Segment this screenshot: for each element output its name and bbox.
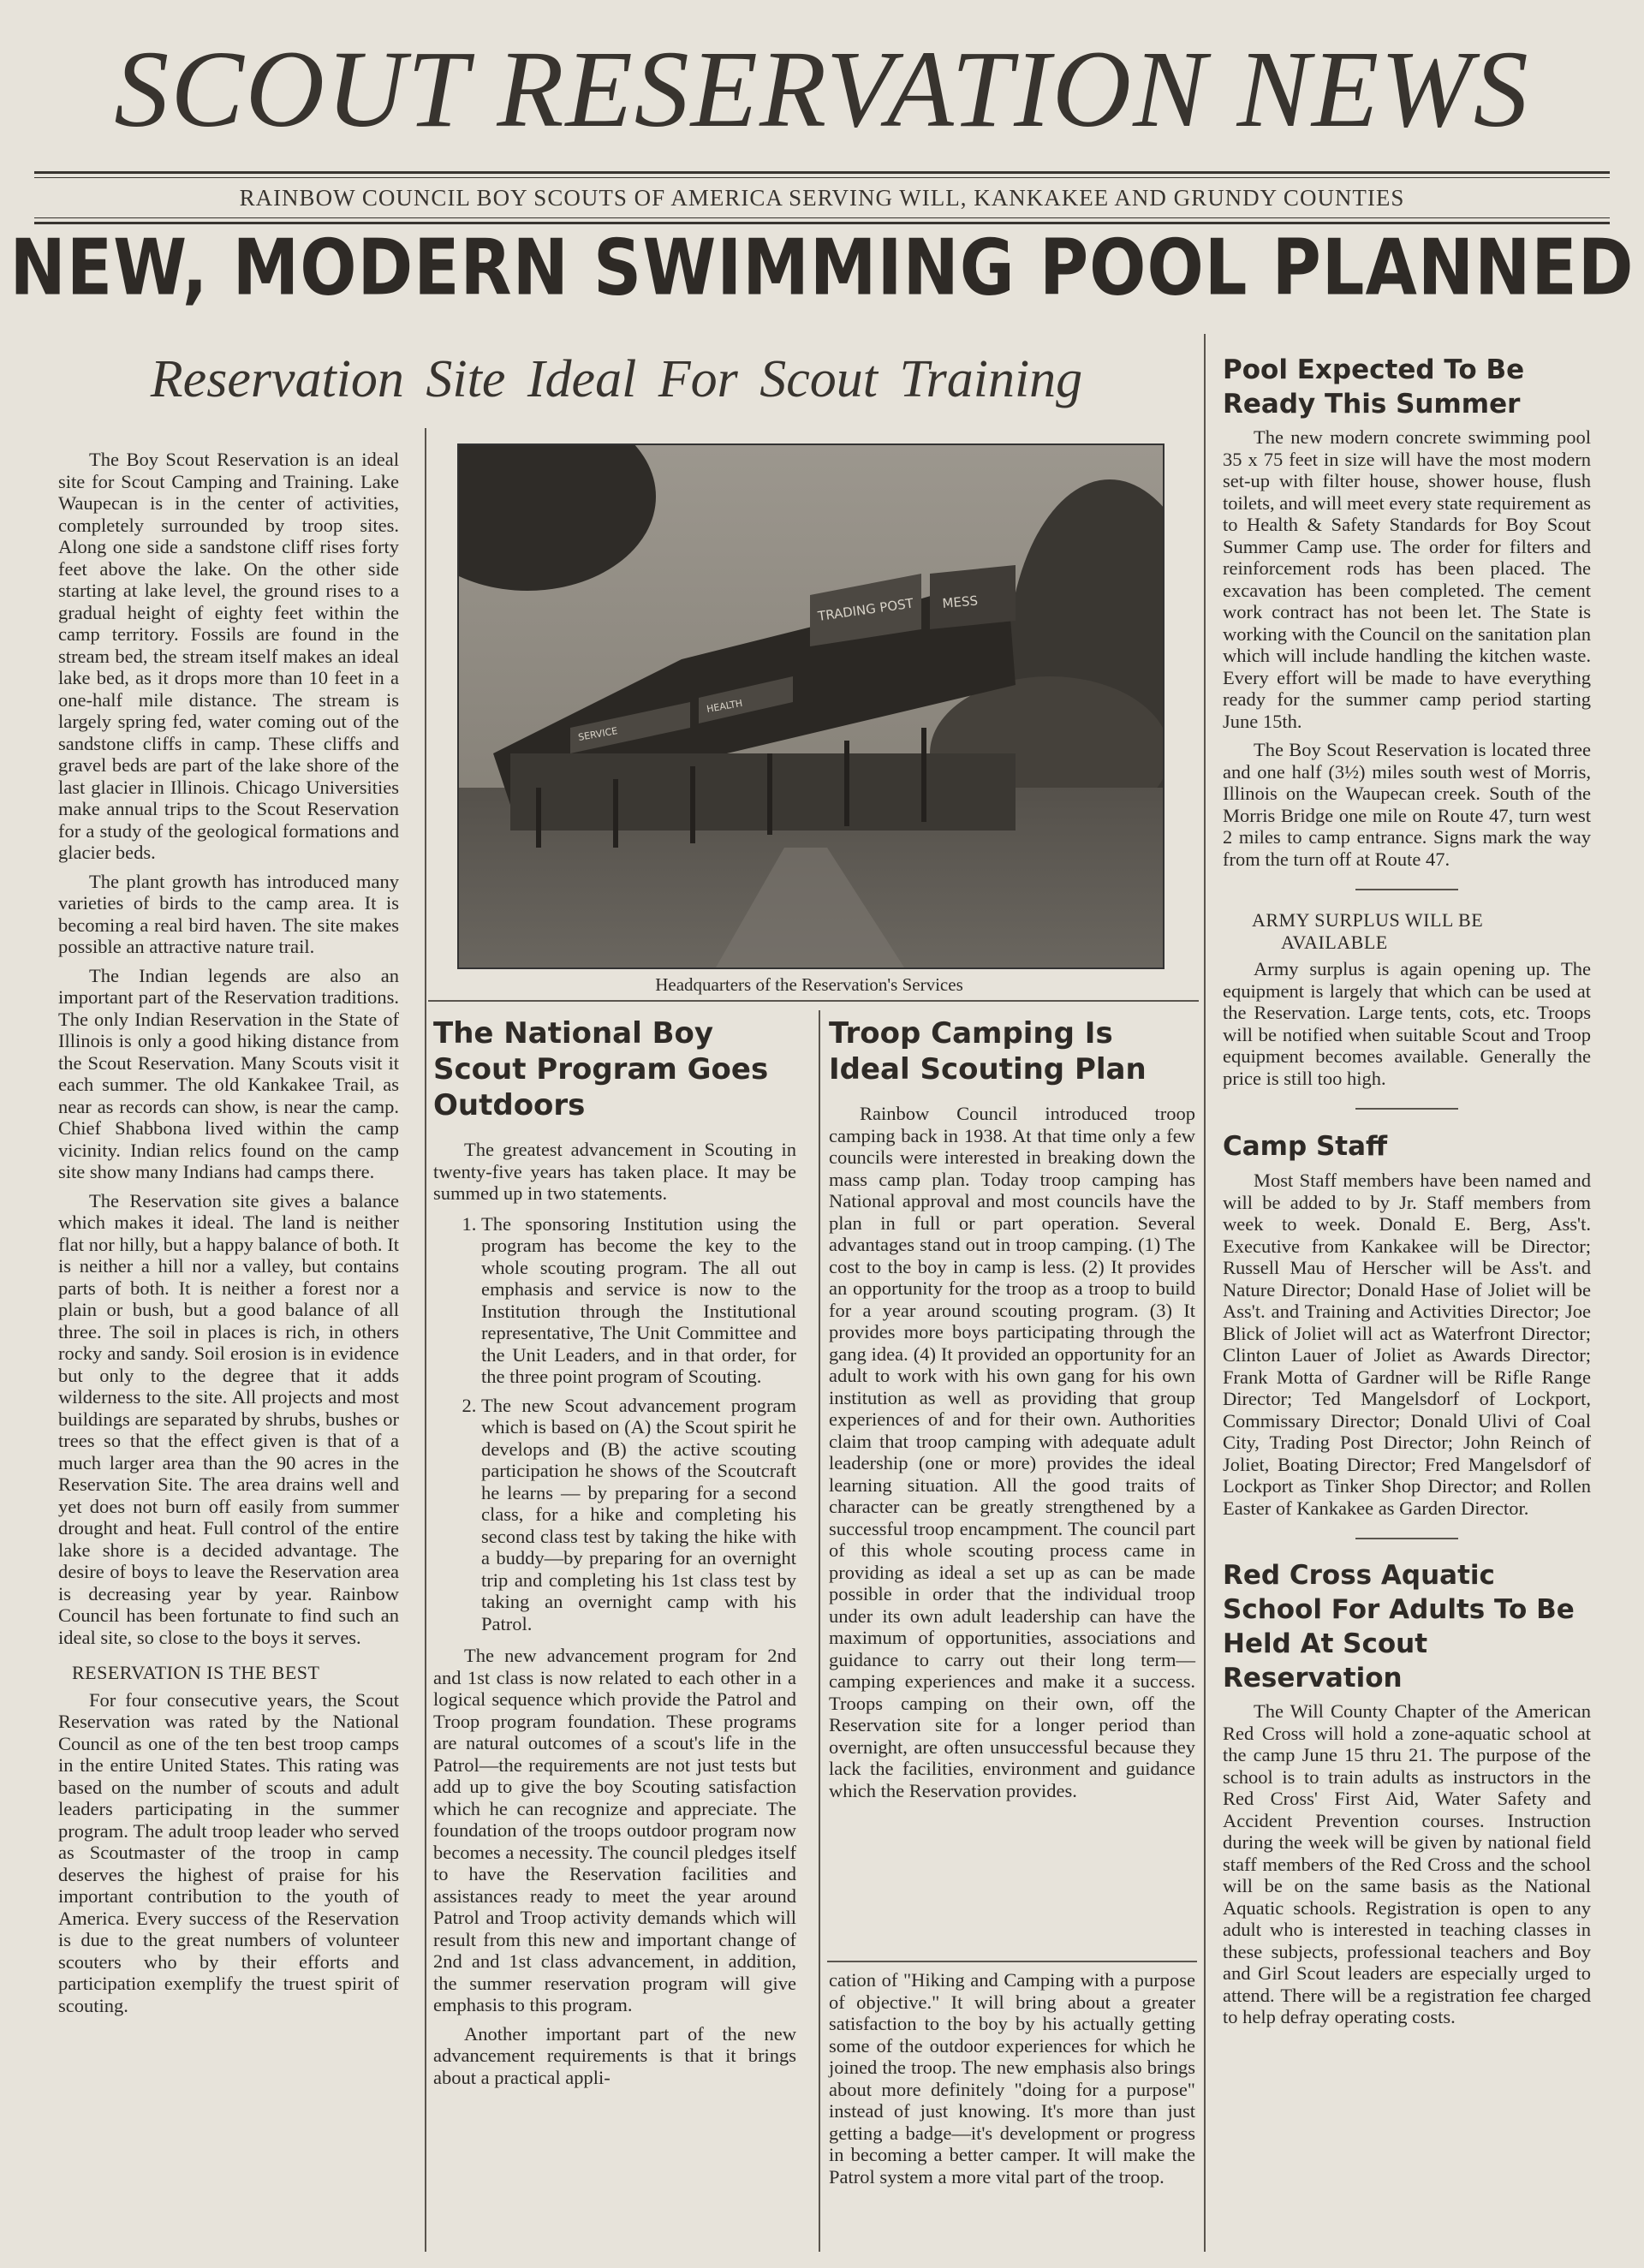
troop-continuation: [829, 1969, 1195, 2194]
left-column: [58, 449, 399, 2023]
article-paragraph: The new modern concrete swimming pool 35 x 75 feet in size will have the most modern set-up with filter house, shower house, flush toilets, and will meet every state requirement as to Health & Safety Standards for Boy Scout Summer Camp use. The order for filters and reinforcement rods has been placed. The excavation has been completed. The cement work contract has not been let. The State is working with the Council on the sanitation plan which will include handling the kitchen waste. Every effort will be made to have everything ready for the summer camp period starting June 15th.: [1223, 426, 1591, 732]
article-paragraph: The greatest advancement in Scouting in twenty-five years has taken place. It may be summed up in two statements.: [433, 1139, 796, 1204]
article-paragraph: Most Staff members have been named and will be added to by Jr. Staff members from week to week. Donald E. Berg, Ass't. Executive from Kankakee will be Director; Russell Mau of Herscher will be Ass't. and Nature Director; Donald Hase of Joliet will be Ass't. and Training and Activities Director; Joe Blick of Joliet will act as Waterfront Director; Clinton Lauer of Joliet as Awards Director; Frank Motta of Gardner will be Rifle Range Director; Ted Mangelsdorf of Lockport, Commissary Director; Donald Ulivi of Coal City, Trading Post Director; John Reinch of Joliet, Boating Director; Fred Mangelsdorf of Lockport as Tinker Shop Director; and Rollen Easter of Kankakee as Garden Director.: [1223, 1170, 1591, 1519]
masthead-rule-top: [34, 171, 1610, 174]
sign-text: MESS: [941, 592, 979, 611]
photo-caption: Headquarters of the Reservation's Services: [655, 974, 963, 995]
list-item: 1. The sponsoring Institution using the program has become the key to the whole scouting program. The all out emphasis and service is now to the Institution through the Institutional representative, The Unit Committee and the Unit Leaders, and in that order, for the three point program of Scouting.: [481, 1213, 796, 1388]
headquarters-photo: [457, 443, 1164, 969]
article-paragraph: Rainbow Council introduced troop camping back in 1938. At that time only a few councils were interested in breaking down the mass camp plan. Today troop camping has National approval and most councils have the plan in full or part operation. Several advantages stand out in troop camping. (1) The cost to the boy in camp is less. (2) It provides an opportunity for the troop as a troop to build for a year around scouting program. (3) It provides more boys participating through the gang idea. (4) It provided an opportunity for an adult to work with his own gang for his own institution as well as providing that group experiences of and for their own. Authorities claim that troop camping with adequate adult leadership (one or more) provides the ideal learning situation. All the good traits of character can be greatly strengthened by a successful troop encampment. The council part of this whole scouting process came in providing as ideal a set up as can be made possible in order that the individual troop under its own adult leadership can have the maximum of opportunities, associations and guidance to carry out their long term—camping experiences and make it a success. Troops camping on their own, off the Reservation site for a longer period than overnight, are often unsuccessful because they lack the facilities, environment and guidance which the Reservation provides.: [829, 1103, 1195, 1801]
main-headline: NEW, MODERN SWIMMING POOL PLANNED: [9, 224, 1635, 313]
section-rule: [1355, 1538, 1458, 1539]
council-subline: RAINBOW COUNCIL BOY SCOUTS OF AMERICA SERVING WILL, KANKAKEE AND GRUNDY COUNTIES: [239, 185, 1405, 211]
article-title: Pool Expected To Be Ready This Summer: [1223, 354, 1525, 420]
feature-subhead: Reservation Site Ideal For Scout Training: [150, 350, 1083, 408]
article-paragraph: The new advancement program for 2nd and 1st class is now related to each other in a logical sequence which provide the Patrol and Troop program foundation. These programs are natural outcomes of a scout's life in the Patrol—the requirements are not just tests but add up to give the boy Scouting satisfaction which he can recognize and appreciate. The foundation of the troops outdoor program now becomes a necessity. The council pledges itself to have the Reservation facilities and assistances ready to meet the year around Patrol and Troop activity demands which will result from this new and important change of 2nd and 1st class advancement, in addition, the summer reservation program will give emphasis to this program.: [433, 1645, 796, 2015]
building-wall: [510, 753, 1016, 830]
continuation-rule: [827, 1961, 1197, 1962]
sign-text: HEALTH: [706, 697, 744, 715]
right-column: [1223, 353, 1591, 2035]
column-divider: [819, 1010, 820, 2252]
column-divider: [1204, 334, 1206, 2252]
section-heading: RESERVATION IS THE BEST: [72, 1662, 320, 1683]
article-title: The National Boy Scout Program Goes Outdoors: [433, 1016, 769, 1122]
article-paragraph: The Boy Scout Reservation is an ideal site for Scout Camping and Training. Lake Waupecan is in the center of activities, completely surrounded by troop sites. Along one side a sandstone cliff rises forty feet above the lake. On the other side starting at lake level, the ground rises to a gradual height of eighty feet within the camp territory. Fossils are found in the stream bed, the stream itself makes an ideal lake bed, as it drops more than 10 feet in a one-half mile distance. The stream is largely spring fed, water coming out of the sandstone cliffs in camp. These cliffs and gravel beds are part of the lake shore of the last glacier in Illinois. Chicago Universities make annual trips to the Scout Reservation for a study of the geological formations and glacier beds.: [58, 449, 399, 863]
photo-rule: [428, 1000, 1199, 1002]
article-paragraph: The plant growth has introduced many varieties of birds to the camp area. It is becoming a real bird haven. The site makes possible an attractive nature trail.: [58, 870, 399, 957]
article-paragraph: Another important part of the new advancement requirements is that it brings about a practical appli-: [433, 2022, 796, 2088]
masthead-title: SCOUT RESERVATION NEWS: [114, 28, 1530, 150]
article-paragraph: The Indian legends are also an important part of the Reservation traditions. The only Indian Reservation in the State of Illinois is only a good hiking distance from the Scout Reservation. Many Scouts visit it each summer. The old Kankakee Trail, as near as records can show, is near the camp. Chief Shabbona lived within the camp vicinity. Indian relics found on the camp site show many Indians had camps there.: [58, 964, 399, 1182]
article-title: Red Cross Aquatic School For Adults To Be Held At Scout Reservation: [1223, 1560, 1575, 1694]
troop-camping-column: [829, 1015, 1195, 1808]
subline-rule-thin: [34, 217, 1610, 218]
section-rule: [1355, 1108, 1458, 1110]
article-paragraph: For four consecutive years, the Scout Reservation was rated by the National Council as one of the ten best troop camps in the entire United States. This rating was based on the number of scouts and adult leaders participating in the summer program. The adult troop leader who served as Scoutmaster of the troop in camp deserves the highest of praise for his important contribution to the youth of America. Every success of the Reservation is due to the great numbers of volunteer scouters who by their efforts and participation exemplify the truest spirit of scouting.: [58, 1688, 399, 2016]
article-title: Troop Camping Is Ideal Scouting Plan: [829, 1016, 1147, 1086]
sign-text: TRADING POST: [817, 595, 914, 624]
article-paragraph: cation of "Hiking and Camping with a purpose of objective." It will bring about a greater satisfaction to the boy by his actually getting some of the outdoor experiences for which he joined the troop. The new emphasis also brings about more definitely "doing for a purpose" instead of just knowing. It's more than just getting a badge—it's development or progress in becoming a better camper. It will make the Patrol system a more vital part of the troop.: [829, 1969, 1195, 2188]
article-paragraph: The Boy Scout Reservation is located three and one half (3½) miles south west of Morris, Illinois on the Waupecan creek. South of the Morris Bridge one mile on Route 47, turn west 2 miles to camp entrance. Signs mark the way from the turn off at Route 47.: [1223, 739, 1591, 870]
article-paragraph: The Reservation site gives a balance which makes it ideal. The land is neither flat nor hilly, but a happy balance of both. It is neither a hill nor a valley, but contains parts of both. It is neither a forest nor a plain or bush, but a good balance of all three. The soil in places is rich, in others rocky and sandy. Soil erosion is in evidence but only to the degree that it adds wilderness to the site. All projects and most buildings are separated by shrubs, bushes or trees so that the effect given is that of a much larger area than the 90 acres in the Reservation Site. The area drains well and yet does not burn off easily from summer drought and heat. Full control of the entire lake shore is a decided advantage. The desire of boys to leave the Reservation area is decreasing year by year. Rainbow Council has been fortunate to find such an ideal site, so close to the boys it serves.: [58, 1189, 399, 1648]
section-rule: [1355, 889, 1458, 890]
masthead-rule-top-thin: [34, 177, 1610, 178]
article-paragraph: The Will County Chapter of the American Red Cross will hold a zone-aquatic school at the camp June 15 thru 21. The purpose of the school is to train adults as instructors in the Red Cross' First Aid, Water Safety and Accident Prevention courses. Instruction during the week will be given by national field staff members of the Red Cross and the school will be on the same basis as the National Aquatic schools. Registration is open to any adult who is interested in teaching classes in these subjects, professional teachers and Boy and Girl Scout leaders are especially urged to attend. There will be a registration fee charged to help defray operating costs.: [1223, 1700, 1591, 2027]
national-program-column: [433, 1015, 796, 2095]
column-divider: [425, 428, 426, 2252]
article-paragraph: Army surplus is again opening up. The equipment is largely that which can be used at the Reservation. Large tents, cots, etc. Troops will be notified when suitable Scout and Troop equipment becomes available. Generally the price is still too high.: [1223, 958, 1591, 1089]
section-heading: ARMY SURPLUS WILL BE AVAILABLE: [1252, 909, 1484, 953]
sign-text: SERVICE: [577, 725, 619, 743]
numbered-list: [433, 1213, 796, 1635]
article-title: Camp Staff: [1223, 1131, 1388, 1162]
list-item: 2. The new Scout advancement program which is based on (A) the Scout spirit he develops and (B) the active scouting participation he shows of the Scoutcraft he learns — by preparing for a second class, for a hike and completing his second class test by taking the hike with a buddy—by preparing for an overnight trip and completing his 1st class test by taking an overnight camp with his Patrol.: [481, 1395, 796, 1635]
